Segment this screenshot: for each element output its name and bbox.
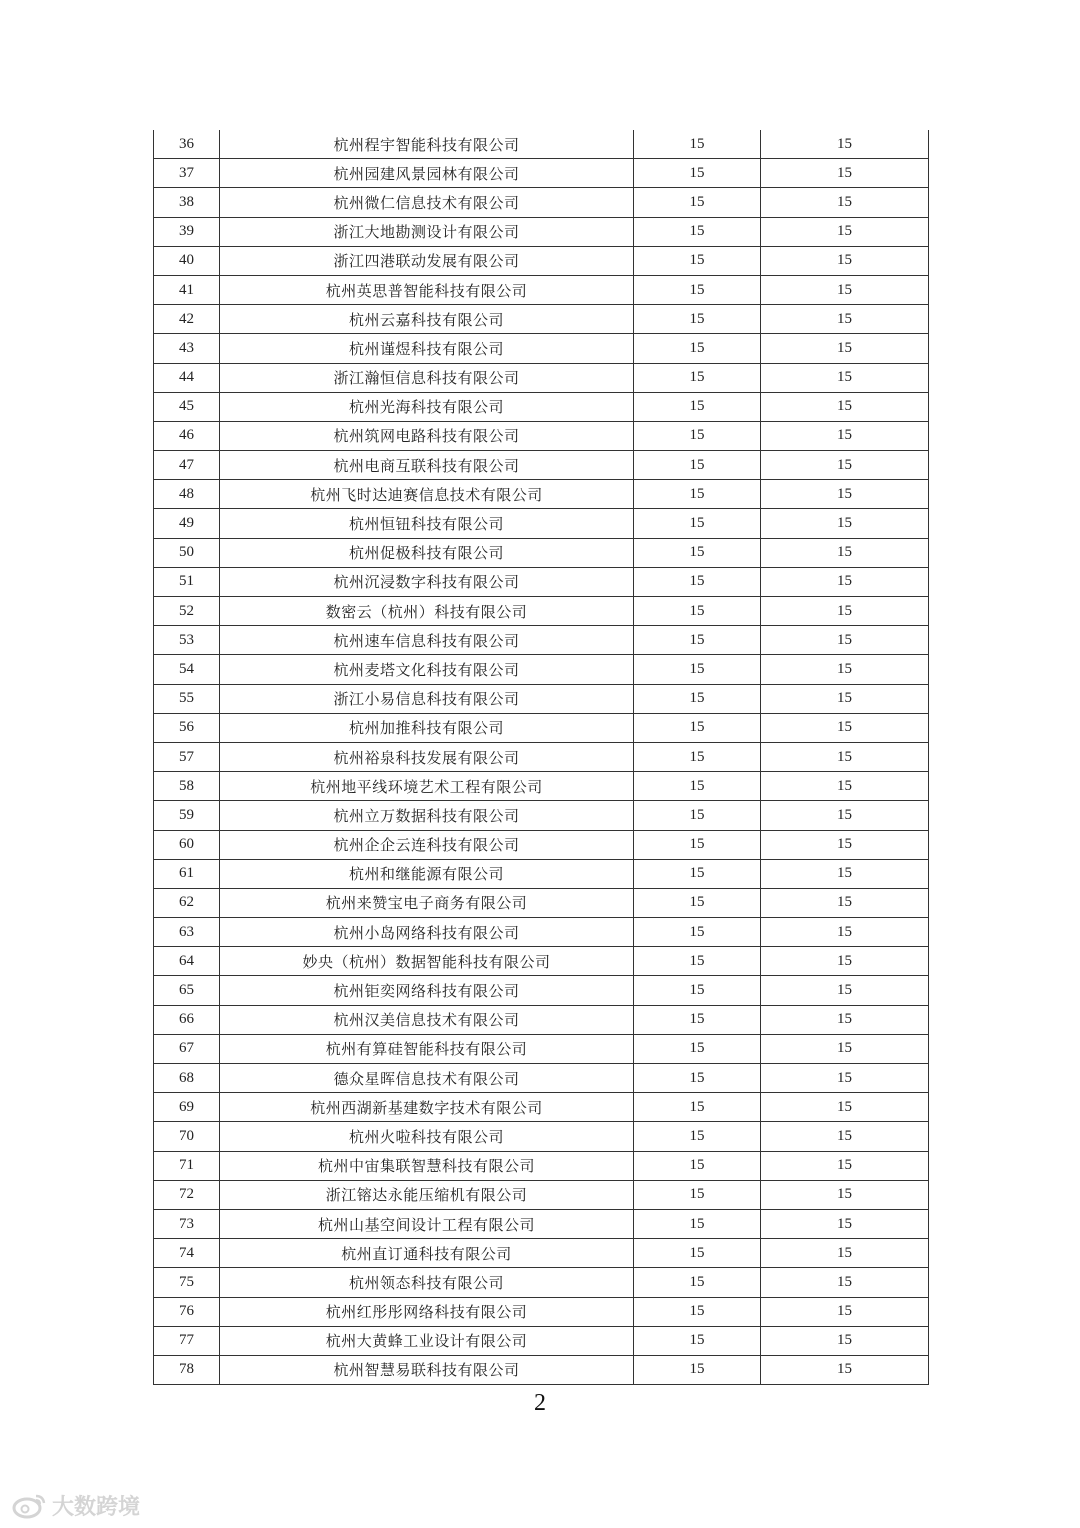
company-name: 杭州裕泉科技发展有限公司: [220, 742, 634, 771]
value-cell-2: 15: [761, 480, 929, 509]
company-name: 数密云（杭州）科技有限公司: [220, 597, 634, 626]
value-cell-1: 15: [634, 509, 761, 538]
company-name: 德众星晖信息技术有限公司: [220, 1064, 634, 1093]
table-row: [154, 742, 929, 771]
table-row: [154, 801, 929, 830]
table-row: [154, 1034, 929, 1063]
value-cell-1: 15: [634, 275, 761, 304]
table-row: [154, 567, 929, 596]
table-row: [154, 976, 929, 1005]
company-name: 杭州企企云连科技有限公司: [220, 830, 634, 859]
value-cell-2: 15: [761, 130, 929, 159]
row-number: 63: [154, 918, 220, 947]
value-cell-1: 15: [634, 830, 761, 859]
table-row: [154, 888, 929, 917]
value-cell-1: 15: [634, 217, 761, 246]
value-cell-1: 15: [634, 1239, 761, 1268]
table-row: [154, 918, 929, 947]
company-name: 杭州智慧易联科技有限公司: [220, 1355, 634, 1384]
value-cell-2: 15: [761, 1093, 929, 1122]
value-cell-1: 15: [634, 801, 761, 830]
value-cell-2: 15: [761, 188, 929, 217]
value-cell-1: 15: [634, 1151, 761, 1180]
company-name: 杭州来赞宝电子商务有限公司: [220, 888, 634, 917]
company-name: 杭州微仁信息技术有限公司: [220, 188, 634, 217]
value-cell-1: 15: [634, 451, 761, 480]
company-name: 杭州程宇智能科技有限公司: [220, 130, 634, 159]
company-name: 杭州光海科技有限公司: [220, 392, 634, 421]
value-cell-2: 15: [761, 1326, 929, 1355]
row-number: 76: [154, 1297, 220, 1326]
row-number: 56: [154, 713, 220, 742]
value-cell-1: 15: [634, 597, 761, 626]
row-number: 41: [154, 275, 220, 304]
company-table: [153, 130, 929, 1385]
row-number: 37: [154, 159, 220, 188]
value-cell-1: 15: [634, 334, 761, 363]
row-number: 49: [154, 509, 220, 538]
value-cell-1: 15: [634, 1064, 761, 1093]
value-cell-1: 15: [634, 1268, 761, 1297]
row-number: 68: [154, 1064, 220, 1093]
row-number: 54: [154, 655, 220, 684]
weibo-logo-icon: [10, 1492, 48, 1520]
company-name: 浙江镕达永能压缩机有限公司: [220, 1180, 634, 1209]
row-number: 73: [154, 1209, 220, 1238]
value-cell-1: 15: [634, 1093, 761, 1122]
company-name: 杭州汉美信息技术有限公司: [220, 1005, 634, 1034]
value-cell-1: 15: [634, 363, 761, 392]
value-cell-2: 15: [761, 246, 929, 275]
table-row: [154, 597, 929, 626]
value-cell-2: 15: [761, 1297, 929, 1326]
row-number: 64: [154, 947, 220, 976]
value-cell-2: 15: [761, 830, 929, 859]
company-name: 杭州促极科技有限公司: [220, 538, 634, 567]
value-cell-2: 15: [761, 334, 929, 363]
value-cell-1: 15: [634, 1209, 761, 1238]
value-cell-2: 15: [761, 567, 929, 596]
table-row: [154, 305, 929, 334]
value-cell-2: 15: [761, 626, 929, 655]
row-number: 70: [154, 1122, 220, 1151]
value-cell-2: 15: [761, 275, 929, 304]
table-row: [154, 947, 929, 976]
company-name: 杭州沉浸数字科技有限公司: [220, 567, 634, 596]
value-cell-2: 15: [761, 1034, 929, 1063]
company-name: 杭州麦塔文化科技有限公司: [220, 655, 634, 684]
company-name: 杭州小岛网络科技有限公司: [220, 918, 634, 947]
row-number: 62: [154, 888, 220, 917]
value-cell-2: 15: [761, 801, 929, 830]
row-number: 55: [154, 684, 220, 713]
company-name: 杭州领态科技有限公司: [220, 1268, 634, 1297]
table-row: [154, 392, 929, 421]
row-number: 52: [154, 597, 220, 626]
company-name: 杭州大黄蜂工业设计有限公司: [220, 1326, 634, 1355]
row-number: 42: [154, 305, 220, 334]
row-number: 57: [154, 742, 220, 771]
value-cell-1: 15: [634, 421, 761, 450]
company-name: 杭州飞时达迪赛信息技术有限公司: [220, 480, 634, 509]
row-number: 40: [154, 246, 220, 275]
row-number: 51: [154, 567, 220, 596]
value-cell-2: 15: [761, 859, 929, 888]
row-number: 61: [154, 859, 220, 888]
company-name: 杭州电商互联科技有限公司: [220, 451, 634, 480]
row-number: 48: [154, 480, 220, 509]
value-cell-2: 15: [761, 421, 929, 450]
row-number: 58: [154, 772, 220, 801]
value-cell-1: 15: [634, 246, 761, 275]
company-name: 杭州和继能源有限公司: [220, 859, 634, 888]
table-row: [154, 188, 929, 217]
table-row: [154, 363, 929, 392]
value-cell-2: 15: [761, 1268, 929, 1297]
value-cell-1: 15: [634, 1355, 761, 1384]
value-cell-1: 15: [634, 1034, 761, 1063]
company-name: 浙江四港联动发展有限公司: [220, 246, 634, 275]
row-number: 43: [154, 334, 220, 363]
value-cell-1: 15: [634, 976, 761, 1005]
value-cell-2: 15: [761, 538, 929, 567]
watermark: [10, 1490, 140, 1521]
table-body: [154, 130, 929, 1385]
row-number: 47: [154, 451, 220, 480]
row-number: 78: [154, 1355, 220, 1384]
company-name: 杭州立万数据科技有限公司: [220, 801, 634, 830]
value-cell-2: 15: [761, 947, 929, 976]
value-cell-2: 15: [761, 713, 929, 742]
company-name: 杭州直订通科技有限公司: [220, 1239, 634, 1268]
value-cell-1: 15: [634, 1005, 761, 1034]
table-row: [154, 1064, 929, 1093]
table-row: [154, 1297, 929, 1326]
table-row: [154, 1005, 929, 1034]
row-number: 65: [154, 976, 220, 1005]
table-row: [154, 1239, 929, 1268]
row-number: 38: [154, 188, 220, 217]
company-name: 妙央（杭州）数据智能科技有限公司: [220, 947, 634, 976]
value-cell-1: 15: [634, 159, 761, 188]
table-row: [154, 275, 929, 304]
table-row: [154, 451, 929, 480]
value-cell-1: 15: [634, 772, 761, 801]
company-name: 杭州中宙集联智慧科技有限公司: [220, 1151, 634, 1180]
table-row: [154, 538, 929, 567]
company-name: 杭州速车信息科技有限公司: [220, 626, 634, 655]
table-row: [154, 1355, 929, 1384]
company-name: 杭州火啦科技有限公司: [220, 1122, 634, 1151]
table-row: [154, 713, 929, 742]
value-cell-2: 15: [761, 159, 929, 188]
value-cell-1: 15: [634, 567, 761, 596]
company-name: 杭州谨煜科技有限公司: [220, 334, 634, 363]
value-cell-2: 15: [761, 1209, 929, 1238]
row-number: 46: [154, 421, 220, 450]
table-row: [154, 772, 929, 801]
table-row: [154, 130, 929, 159]
company-name: 杭州地平线环境艺术工程有限公司: [220, 772, 634, 801]
value-cell-1: 15: [634, 480, 761, 509]
value-cell-2: 15: [761, 1355, 929, 1384]
company-name: 杭州山基空间设计工程有限公司: [220, 1209, 634, 1238]
value-cell-2: 15: [761, 1239, 929, 1268]
value-cell-2: 15: [761, 976, 929, 1005]
value-cell-2: 15: [761, 597, 929, 626]
value-cell-1: 15: [634, 1180, 761, 1209]
page-number: 2: [534, 1390, 546, 1416]
row-number: 74: [154, 1239, 220, 1268]
value-cell-1: 15: [634, 655, 761, 684]
row-number: 44: [154, 363, 220, 392]
value-cell-2: 15: [761, 1064, 929, 1093]
table-row: [154, 830, 929, 859]
table-row: [154, 217, 929, 246]
value-cell-2: 15: [761, 305, 929, 334]
value-cell-1: 15: [634, 713, 761, 742]
row-number: 50: [154, 538, 220, 567]
value-cell-2: 15: [761, 1180, 929, 1209]
table-row: [154, 421, 929, 450]
value-cell-1: 15: [634, 130, 761, 159]
row-number: 39: [154, 217, 220, 246]
table-row: [154, 1326, 929, 1355]
company-name: 杭州英思普智能科技有限公司: [220, 275, 634, 304]
value-cell-1: 15: [634, 538, 761, 567]
value-cell-1: 15: [634, 859, 761, 888]
table-row: [154, 334, 929, 363]
company-name: 浙江小易信息科技有限公司: [220, 684, 634, 713]
value-cell-2: 15: [761, 1005, 929, 1034]
value-cell-2: 15: [761, 888, 929, 917]
company-name: 杭州西湖新基建数字技术有限公司: [220, 1093, 634, 1122]
value-cell-2: 15: [761, 363, 929, 392]
value-cell-1: 15: [634, 1297, 761, 1326]
value-cell-2: 15: [761, 918, 929, 947]
value-cell-1: 15: [634, 684, 761, 713]
table-row: [154, 509, 929, 538]
table-row: [154, 1151, 929, 1180]
value-cell-1: 15: [634, 947, 761, 976]
watermark-text: 大数跨境: [52, 1495, 141, 1520]
table-row: [154, 626, 929, 655]
row-number: 59: [154, 801, 220, 830]
row-number: 67: [154, 1034, 220, 1063]
value-cell-1: 15: [634, 888, 761, 917]
company-name: 杭州恒钮科技有限公司: [220, 509, 634, 538]
value-cell-2: 15: [761, 1151, 929, 1180]
row-number: 72: [154, 1180, 220, 1209]
table-row: [154, 480, 929, 509]
table-row: [154, 684, 929, 713]
table-row: [154, 1209, 929, 1238]
table-row: [154, 1268, 929, 1297]
value-cell-2: 15: [761, 451, 929, 480]
row-number: 66: [154, 1005, 220, 1034]
company-name: 杭州云嘉科技有限公司: [220, 305, 634, 334]
row-number: 45: [154, 392, 220, 421]
row-number: 60: [154, 830, 220, 859]
table-row: [154, 655, 929, 684]
row-number: 36: [154, 130, 220, 159]
row-number: 77: [154, 1326, 220, 1355]
row-number: 75: [154, 1268, 220, 1297]
company-name: 杭州红彤彤网络科技有限公司: [220, 1297, 634, 1326]
table-row: [154, 859, 929, 888]
company-name: 浙江大地勘测设计有限公司: [220, 217, 634, 246]
value-cell-1: 15: [634, 626, 761, 655]
value-cell-2: 15: [761, 392, 929, 421]
value-cell-1: 15: [634, 392, 761, 421]
value-cell-1: 15: [634, 188, 761, 217]
value-cell-2: 15: [761, 655, 929, 684]
value-cell-2: 15: [761, 1122, 929, 1151]
company-name: 杭州有算硅智能科技有限公司: [220, 1034, 634, 1063]
value-cell-1: 15: [634, 1122, 761, 1151]
value-cell-1: 15: [634, 918, 761, 947]
row-number: 53: [154, 626, 220, 655]
value-cell-2: 15: [761, 772, 929, 801]
value-cell-1: 15: [634, 1326, 761, 1355]
value-cell-1: 15: [634, 742, 761, 771]
row-number: 71: [154, 1151, 220, 1180]
table-row: [154, 246, 929, 275]
company-name: 杭州钜奕网络科技有限公司: [220, 976, 634, 1005]
value-cell-1: 15: [634, 305, 761, 334]
table-row: [154, 1093, 929, 1122]
company-name: 杭州筑网电路科技有限公司: [220, 421, 634, 450]
value-cell-2: 15: [761, 742, 929, 771]
value-cell-2: 15: [761, 217, 929, 246]
table-row: [154, 159, 929, 188]
company-name: 杭州加推科技有限公司: [220, 713, 634, 742]
value-cell-2: 15: [761, 684, 929, 713]
row-number: 69: [154, 1093, 220, 1122]
company-name: 浙江瀚恒信息科技有限公司: [220, 363, 634, 392]
company-name: 杭州园建风景园林有限公司: [220, 159, 634, 188]
value-cell-2: 15: [761, 509, 929, 538]
table-row: [154, 1180, 929, 1209]
table-row: [154, 1122, 929, 1151]
